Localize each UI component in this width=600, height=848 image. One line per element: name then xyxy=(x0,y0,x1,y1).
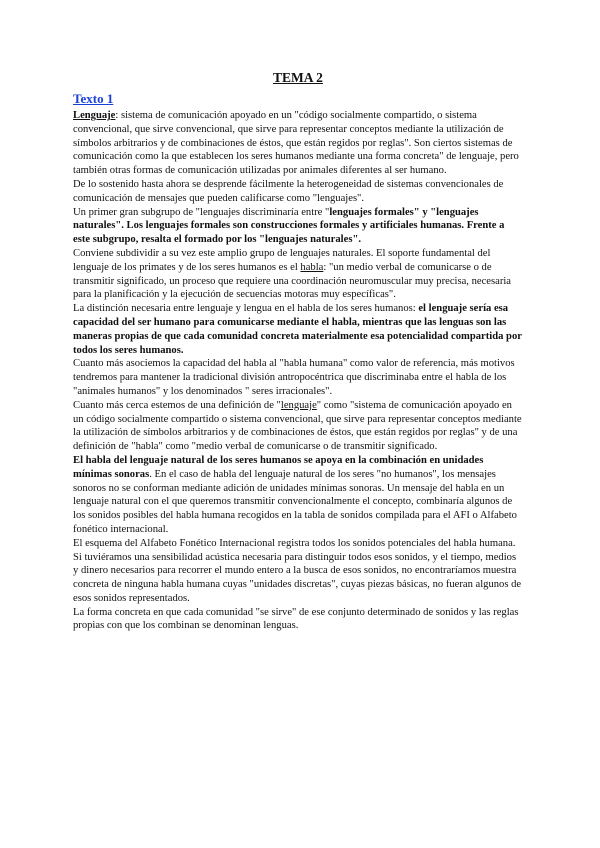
text-run: Cuanto más asociemos la capacidad del habla al "habla humana" como valor de referencia, más motivos tendremos para mantener la tradicional división antropocéntrica que discriminaba entre el habla de los "animales humanos" y los denominados " seres irracionales". xyxy=(73,358,515,397)
text-run: Cuanto más cerca estemos de una definición de " xyxy=(73,399,281,411)
text-run: La distinción necesaria entre lenguaje y lengua en el habla de los seres humanos: xyxy=(73,303,419,315)
text-run: La forma concreta en que cada comunidad "se sirve" de ese conjunto determinado de sonidos y las reglas propias con que los combinan se denominan lenguas. xyxy=(73,606,519,632)
document-page xyxy=(73,70,523,633)
paragraph xyxy=(73,109,523,178)
text-run: " como "sistema de comunicación apoyado en un código socialmente compartido o sistema convencional, que sirve para representar conceptos mediante la utilización de símbolos arbitrarios y de combinaciones de éstos, que están regidos por reglas" y de una definición de "habla" como "medio verbal de comunicarse o de transmitir significado. xyxy=(73,399,522,453)
text-run: . En el caso de habla del lenguaje natural de los seres "no humanos", los mensajes sonoros no se conforman mediante adición de unidades mínimas sonoras. Un mensaje del habla en un lenguaje natural con el que queremos transmitir convencionalmente el concepto, combinaría algunos de los sonidos posibles del habla humana recogidos en la tabla de sonidos compilada para el AFI o Alfabeto fonético internacional. xyxy=(73,468,517,535)
paragraph xyxy=(73,551,523,606)
text-run: El habla del lenguaje natural de los seres humanos se apoya en la combinación en unidades mínimas sonoras xyxy=(73,454,484,480)
document-body xyxy=(73,109,523,633)
paragraph xyxy=(73,399,523,454)
text-run: habla xyxy=(300,261,324,273)
text-run: El esquema del Alfabeto Fonético Internacional registra todos los sonidos potenciales del habla humana. xyxy=(73,537,516,549)
paragraph xyxy=(73,454,523,537)
paragraph xyxy=(73,206,523,247)
section-heading: Texto 1 xyxy=(73,91,114,106)
paragraph xyxy=(73,302,523,357)
text-run: lenguaje xyxy=(280,399,317,411)
text-run: Si tuviéramos una sensibilidad acústica necesaria para distinguir todos esos sonidos, y el tiempo, medios y dinero necesarios para recorrer el mundo entero a la busca de esos sonidos, no encontraríamos muestra concreta de ninguna habla humana cuyas "unidades discretas", cuyas piezas básicas, no fueran algunos de esos sonidos representados. xyxy=(73,551,522,604)
paragraph xyxy=(73,357,523,398)
text-run: Lenguaje xyxy=(73,110,116,121)
text-run: el lenguaje sería esa capacidad del ser humano para comunicarse mediante el habla, mientras que las lenguas son las maneras propias de que cada comunidad concreta materialmente esa potencialidad compartida por todos los seres humanos. xyxy=(73,303,522,356)
text-run: Conviene subdividir a su vez este amplio grupo de lenguajes naturales. El soporte fundamental del lenguaje de los primates y de los seres humanos es el xyxy=(73,247,491,273)
text-run: De lo sostenido hasta ahora se desprende fácilmente la heterogeneidad de sistemas convencionales de comunicación de mensajes que pueden calificarse como "lenguajes". xyxy=(73,178,504,204)
text-run: : "un medio verbal de comunicarse o de transmitir significado, un proceso que requiere una coordinación neuromuscular muy precisa, necesaria para la planificación y la ejecución de secuencias motoras muy específicas". xyxy=(73,261,512,301)
text-run: lenguajes formales" y "lenguajes naturales". Los lenguajes formales son construcciones formales y artificiales humanas. Frente a este subgrupo, resalta el formado por los "lenguajes naturales". xyxy=(73,206,505,246)
text-run: Un primer gran subgrupo de "lenguajes discriminaría entre " xyxy=(73,206,330,218)
paragraph xyxy=(73,606,523,634)
paragraph xyxy=(73,537,523,551)
paragraph xyxy=(73,178,523,206)
document-title: TEMA 2 xyxy=(273,70,323,85)
paragraph xyxy=(73,247,523,302)
text-run: : sistema de comunicación apoyado en un "código socialmente compartido, o sistema convencional, que sirve convencional, que sirve para representar conceptos mediante la utilización de símbolos arbitrarios y de combinaciones de éstos, que están regidos por reglas". Son ciertos sistemas de comunicación como la que establecen los seres humanos mediante una forma concreta" de lenguaje, pero también otras formas de comunicación utilizadas por animales diferentes al ser humano. xyxy=(73,110,519,177)
